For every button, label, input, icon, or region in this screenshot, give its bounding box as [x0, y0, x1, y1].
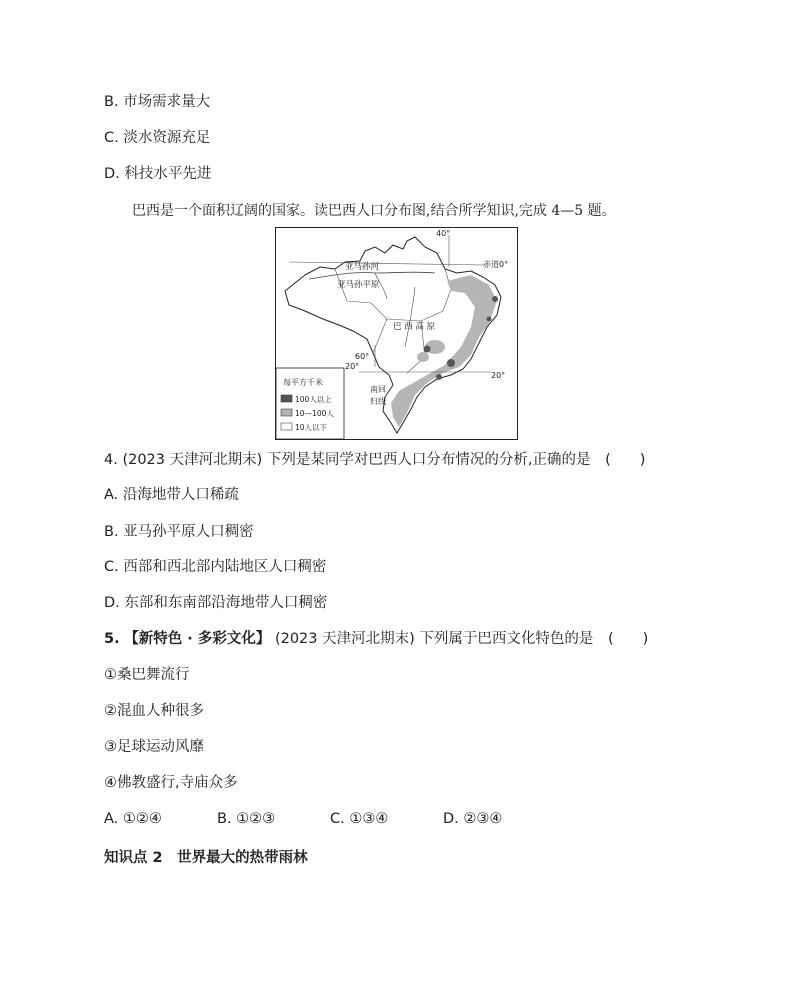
brazil-population-map: [275, 227, 518, 440]
q4-answer-paren: ( ): [605, 452, 646, 468]
q5-choice-c: C. ①③④: [330, 811, 389, 827]
option-d: D. 科技水平先进: [104, 166, 212, 182]
option-b: B. 市场需求量大: [104, 94, 211, 110]
q5-choice-b: B. ①②③: [217, 811, 276, 827]
q5-stem: [104, 629, 648, 649]
label-amazon-plain: 亚马孙平原: [337, 280, 380, 290]
intro-text: 巴西是一个面积辽阔的国家。读巴西人口分布图,结合所学知识,完成 4—5 题。: [132, 203, 616, 219]
q5-item-3: ③足球运动风靡: [104, 739, 204, 755]
q5-stem-text: (2023 天津河北期末) 下列属于巴西文化特色的是: [274, 631, 594, 647]
legend-item-low: 10人以下: [295, 423, 328, 432]
q5-item-1: ①桑巴舞流行: [104, 667, 190, 683]
q4-option-a: A. 沿海地带人口稀疏: [104, 487, 239, 503]
option-c: C. 淡水资源充足: [104, 130, 211, 146]
q5-item-2: ②混血人种很多: [104, 703, 204, 719]
q4-option-c: C. 西部和西北部内陆地区人口稠密: [104, 559, 327, 575]
q5-number: 5.: [104, 631, 120, 647]
q5-choice-a: A. ①②④: [104, 811, 162, 827]
q5-answer-paren: ( ): [607, 631, 649, 647]
label-lon-40: 40°: [436, 229, 451, 238]
label-lat-20-left: 20°: [345, 362, 360, 371]
q5-tag: 【新特色 · 多彩文化】: [124, 631, 271, 647]
q5-item-4: ④佛教盛行,寺庙众多: [104, 775, 238, 791]
legend-item-mid: 10—100人: [295, 409, 334, 418]
q4-option-d: D. 东部和东南部沿海地带人口稠密: [104, 595, 328, 611]
label-tropic: 南回: [370, 385, 386, 394]
q4-stem: [104, 450, 645, 470]
q5-choices: [104, 809, 502, 829]
label-equator: 赤道0°: [483, 260, 509, 269]
label-amazon-river: 亚马孙河: [345, 262, 380, 272]
q4-option-b: B. 亚马孙平原人口稠密: [104, 524, 254, 540]
label-tropic-2: 归线: [370, 397, 386, 406]
q4-stem-text: 4. (2023 天津河北期末) 下列是某同学对巴西人口分布情况的分析,正确的是: [104, 452, 591, 468]
label-lat-20-right: 20°: [491, 371, 506, 380]
label-lon-60: 60°: [355, 352, 370, 361]
map-legend: [276, 368, 344, 439]
section-heading: 知识点 2 世界最大的热带雨林: [104, 850, 308, 866]
q5-choice-d: D. ②③④: [443, 811, 503, 827]
label-brazil-plateau: 巴 西 高 原: [393, 322, 436, 332]
legend-title: 每平方千米: [283, 378, 323, 387]
legend-item-high: 100人以上: [295, 395, 332, 404]
